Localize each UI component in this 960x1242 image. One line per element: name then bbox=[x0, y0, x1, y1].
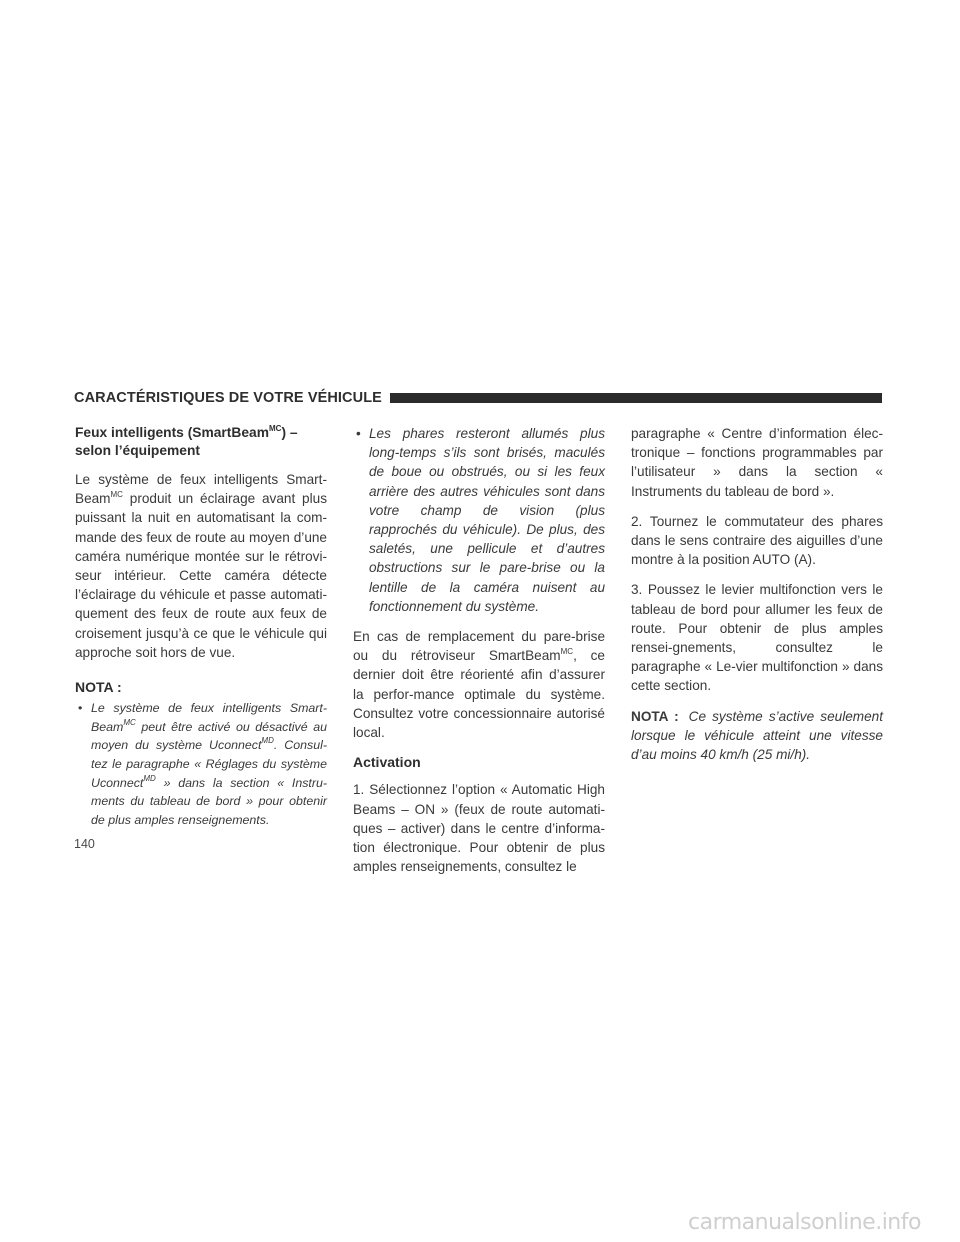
watermark: carmanualsonline.info bbox=[688, 1210, 921, 1235]
column-2 bbox=[353, 418, 605, 887]
activation-heading: Activation bbox=[353, 754, 421, 771]
replacement-paragraph: En cas de remplacement du pare-brise ou du rétroviseur SmartBeam$^{MC}$, ce dernier doit être réorienté afin d’assurer la perfor-mance optimale du système. Consultez votre concessionnaire autorisé local. bbox=[353, 629, 605, 741]
bullet-icon: • bbox=[356, 426, 361, 441]
step-2: 2. Tournez le commutateur des phares dans le sens contraire des aiguilles d’une montre à la position AUTO (A). bbox=[631, 513, 883, 568]
header-rule bbox=[390, 393, 882, 403]
section-heading: Feux intelligents (SmartBeam$^{MC}$) – selon l’équipement bbox=[75, 424, 298, 458]
column-3 bbox=[631, 418, 883, 775]
nota-label: NOTA : bbox=[631, 708, 679, 724]
step-1: 1. Sélectionnez l’option « Automatic High Beams – ON » (feux de route automati-ques – activer) dans le centre d’informa-tion électronique. Pour obtenir de plus amples renseignements, consultez le bbox=[353, 782, 605, 875]
intro-paragraph: Le système de feux intelligents Smart-Beam$^{MC}$ produit un éclairage avant plus puissant la nuit en automatisant la com-mande des feux de route au moyen d’une caméra numérique montée sur le rétrovi-seur intérieur. Cette caméra détecte l’éclairage du véhicule et passe automati-quement des feux de route aux feux de croisement jusqu’à ce que le véhicule qui approche soit hors de vue. bbox=[75, 472, 327, 660]
bullet-icon: • bbox=[78, 701, 83, 716]
section-header bbox=[74, 386, 882, 410]
nota-bullet: • Le système de feux intelligents Smart-Beam$^{MC}$ peut être activé ou désactivé au moyen du système Uconnect$^{MD}$. Consul-tez le paragraphe « Réglages du système Uconnect$^{MD}$ » dans la section « Instru-ments du tableau de bord » pour obtenir de plus amples renseignements. bbox=[78, 701, 327, 827]
nota-bullet-2: • Les phares resteront allumés plus long-temps s’ils sont brisés, maculés de boue ou obstrués, ou si les feux arrière des autres véhicules sont dans votre champ de vision (plus rapprochés du véhicule). De plus, des saletés, une pellicule et d’autres obstructions sur le pare-brise ou la lentille de la caméra nuisent au fonctionnement du système. bbox=[356, 426, 605, 614]
step-3: 3. Poussez le levier multifonction vers le tableau de bord pour allumer les feux de route. Pour obtenir de plus amples rensei-gnements, consultez le paragraphe « Le-vier multifonction » dans cette section. bbox=[631, 582, 883, 694]
nota-label: NOTA : bbox=[75, 679, 122, 696]
step-1-continued: paragraphe « Centre d’information élec-tronique – fonctions programmables par l’utilisateur » dans la section « Instruments du tableau de bord ». bbox=[631, 426, 883, 499]
section-title: CARACTÉRISTIQUES DE VOTRE VÉHICULE bbox=[74, 390, 382, 406]
nota-paragraph: NOTA : Ce système s’active seulement lorsque le véhicule atteint une vitesse d’au moins 40 km/h (25 mi/h). bbox=[631, 708, 883, 763]
column-1 bbox=[75, 418, 327, 840]
page-number: 140 bbox=[74, 837, 95, 851]
